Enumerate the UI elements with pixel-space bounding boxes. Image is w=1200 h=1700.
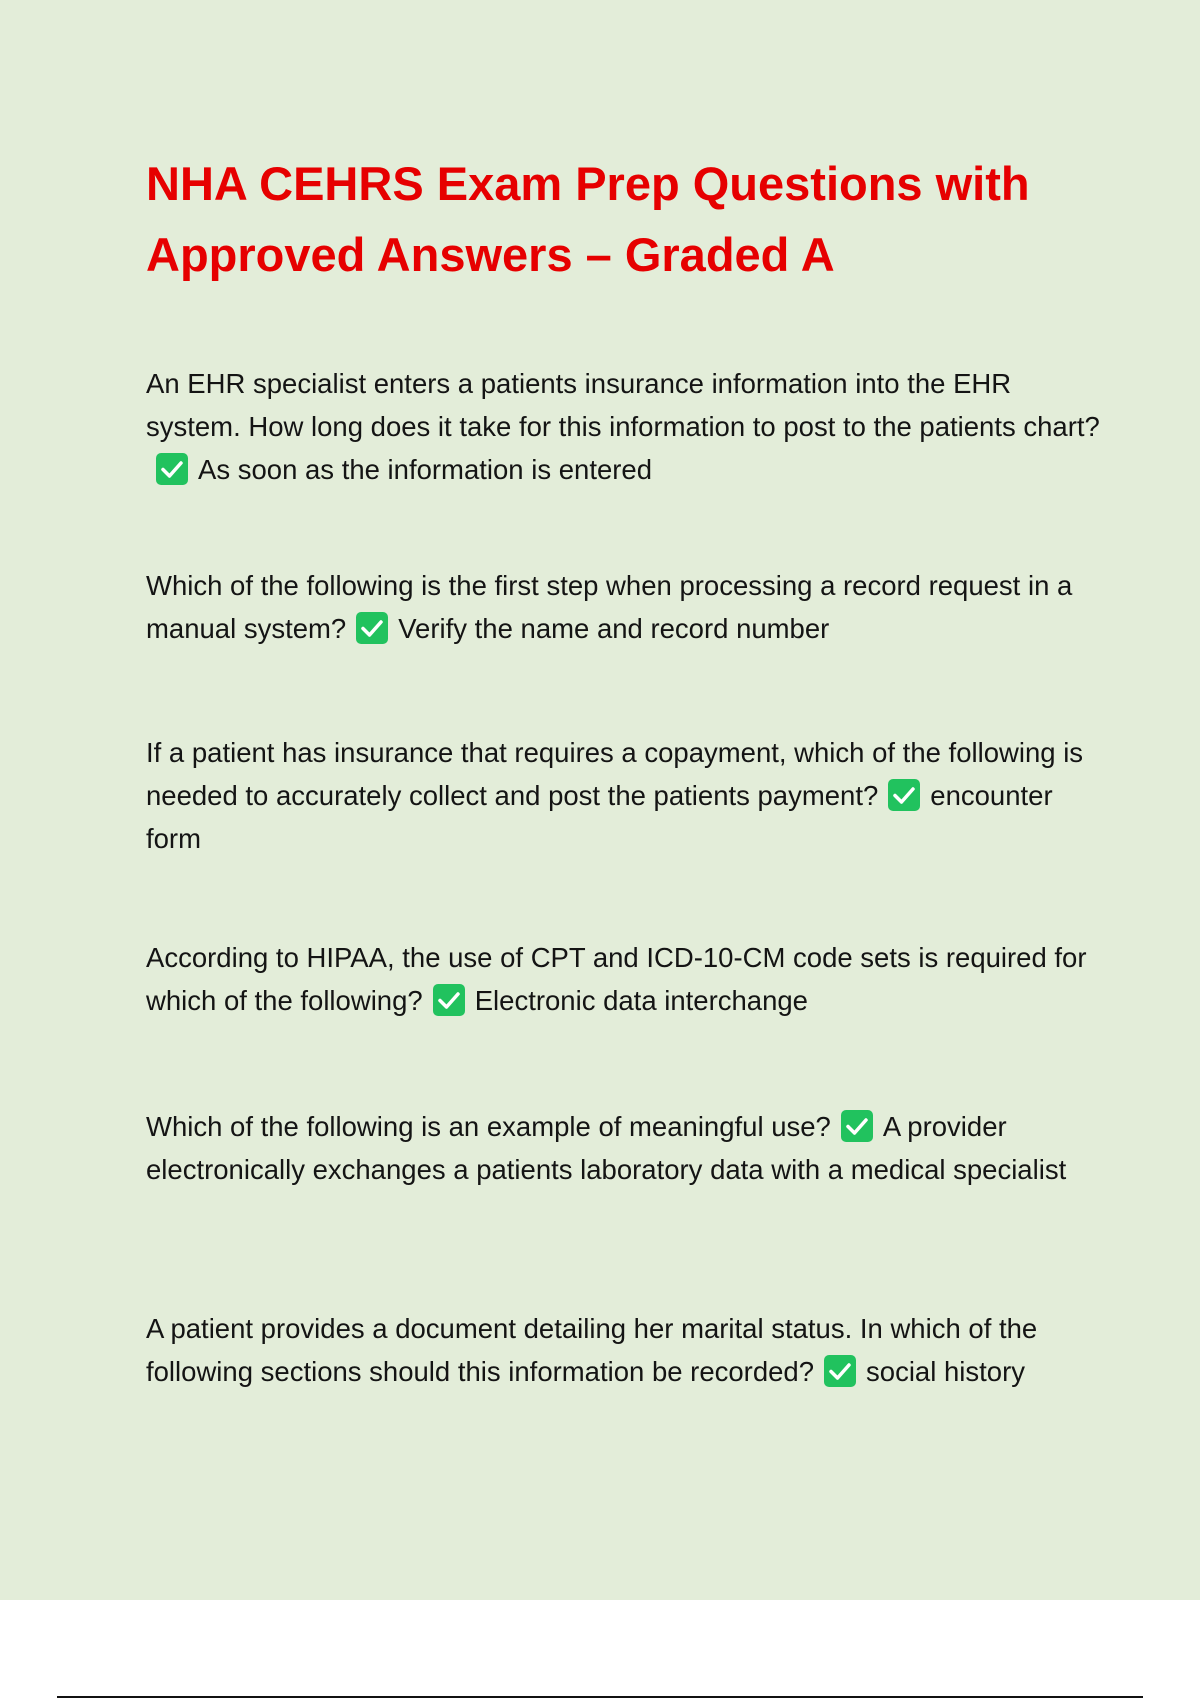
check-mark-icon [824,1355,856,1387]
question-text: A patient provides a document detailing her marital status. In which of the following sections should this information be recorded? [146,1313,1038,1387]
check-mark-icon [433,984,465,1016]
document-title: NHA CEHRS Exam Prep Questions with Approved Answers – Graded A [146,157,1030,281]
qa-item-1 [146,362,1101,491]
check-mark-icon [356,612,388,644]
footer-divider [57,1696,1143,1698]
check-mark-icon [841,1110,873,1142]
question-text: If a patient has insurance that requires a copayment, which of the following is needed to accurately collect and post the patients payment? [146,737,1084,811]
qa-item-5 [146,1105,1101,1191]
answer-text: Verify the name and record number [398,613,830,644]
answer-text: social history [866,1356,1025,1387]
qa-item-3 [146,731,1101,860]
check-mark-icon [888,779,920,811]
question-text: Which of the following is an example of meaningful use? [146,1111,831,1142]
answer-text: Electronic data interchange [474,985,808,1016]
qa-item-2 [146,564,1101,650]
check-mark-icon [156,453,188,485]
qa-item-6 [146,1307,1101,1393]
answer-text: As soon as the information is entered [198,454,653,485]
question-text: Which of the following is the first step when processing a record request in a manual system? [146,570,1073,644]
answer-text: encounter form [146,780,1053,854]
answer-text: A provider electronically exchanges a patients laboratory data with a medical specialist [146,1111,1067,1185]
qa-item-4 [146,936,1101,1022]
question-text: According to HIPAA, the use of CPT and ICD-10-CM code sets is required for which of the following? [146,942,1087,1016]
question-text: An EHR specialist enters a patients insurance information into the EHR system. How long does it take for this information to post to the patients chart? [146,368,1100,442]
